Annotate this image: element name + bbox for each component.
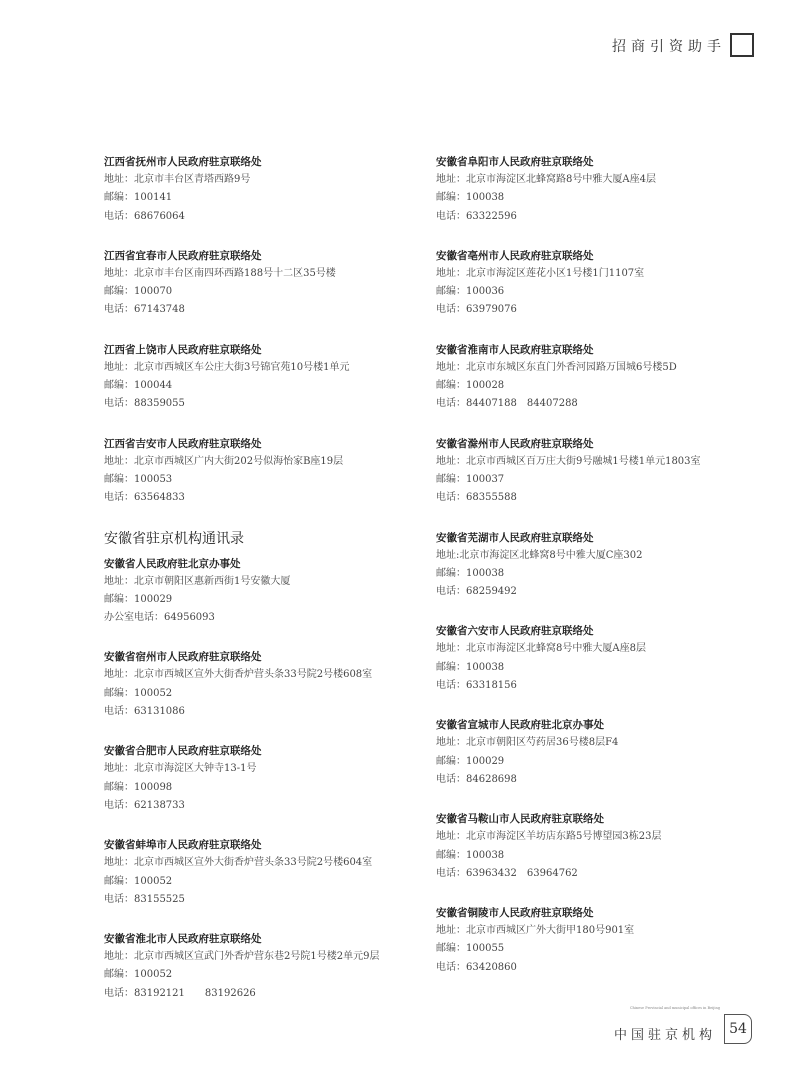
office-address: 地址：北京市海淀区莲花小区1号楼1门1107室	[436, 267, 645, 279]
jiangxi-entries	[104, 153, 434, 508]
left-column	[104, 153, 434, 1024]
office-address: 地址：北京市海淀区大钟寺13-1号	[104, 763, 257, 775]
office-name: 安徽省六安市人民政府驻京联络处	[436, 625, 594, 638]
office-phone: 电话：63963432 63964762	[436, 867, 578, 879]
office-phone: 办公室电话：64956093	[104, 612, 215, 624]
office-name: 安徽省宣城市人民政府驻北京办事处	[436, 719, 604, 732]
office-address: 地址:北京市海淀区北蜂窝8号中雅大厦C座302	[436, 549, 643, 561]
office-address: 地址：北京市海淀区北蜂窝8号中雅大厦A座8层	[436, 643, 646, 655]
office-postcode: 邮编：100052	[104, 875, 173, 887]
office-postcode: 邮编：100028	[436, 380, 505, 392]
office-name: 安徽省合肥市人民政府驻京联络处	[104, 745, 262, 758]
anhui-entries-right	[436, 153, 766, 977]
office-phone: 电话：67143748	[104, 304, 185, 316]
office-postcode: 邮编：100053	[104, 473, 173, 485]
office-address: 地址：北京市西城区宣外大街香炉营头条33号院2号楼604室	[104, 857, 373, 869]
anhui-entries-left	[104, 555, 434, 1003]
office-entry	[104, 742, 434, 815]
office-entry	[104, 341, 434, 414]
office-postcode: 邮编：100055	[436, 943, 505, 955]
office-entry	[436, 904, 766, 977]
office-address: 地址：北京市西城区车公庄大街3号锦官苑10号楼1单元	[104, 361, 350, 373]
office-name: 安徽省淮北市人民政府驻京联络处	[104, 933, 262, 946]
office-phone: 电话：68355588	[436, 492, 517, 504]
office-name: 安徽省阜阳市人民政府驻京联络处	[436, 156, 594, 168]
office-entry	[436, 435, 766, 508]
office-address: 地址：北京市丰台区青塔西路9号	[104, 174, 251, 185]
office-postcode: 邮编：100052	[104, 687, 173, 699]
header-square-icon	[730, 33, 754, 57]
office-entry	[436, 247, 766, 320]
office-entry	[436, 341, 766, 414]
office-postcode: 邮编：100098	[104, 781, 173, 793]
office-phone: 电话：63564833	[104, 492, 185, 504]
office-phone: 电话：88359055	[104, 398, 185, 410]
office-name: 安徽省人民政府驻北京办事处	[104, 557, 241, 570]
office-address: 地址：北京市朝阳区惠新西街1号安徽大厦	[104, 575, 291, 587]
office-name: 安徽省蚌埠市人民政府驻京联络处	[104, 839, 262, 852]
office-entry	[104, 247, 434, 320]
office-entry	[436, 622, 766, 695]
footer-english-subtitle: Chinese Provincial and municipal offices in Beijing	[629, 1006, 720, 1010]
office-name: 安徽省宿州市人民政府驻京联络处	[104, 651, 262, 664]
office-postcode: 邮编：100044	[104, 380, 173, 392]
office-phone: 电话：63979076	[436, 304, 517, 316]
office-phone: 电话：84407188 84407288	[436, 398, 578, 410]
office-postcode: 邮编：100029	[436, 755, 505, 767]
office-phone: 电话：83192121 83192626	[104, 987, 256, 999]
office-phone: 电话：63318156	[436, 680, 517, 692]
office-postcode: 邮编：100038	[436, 661, 505, 673]
office-entry	[104, 555, 434, 628]
office-address: 地址：北京市西城区广内大街202号似海怡家B座19层	[104, 455, 344, 467]
office-name: 安徽省滁州市人民政府驻京联络处	[436, 437, 594, 450]
office-name: 安徽省淮南市人民政府驻京联络处	[436, 343, 594, 356]
office-entry	[436, 529, 766, 602]
office-entry	[104, 930, 434, 1003]
office-name: 安徽省铜陵市人民政府驻京联络处	[436, 907, 594, 920]
office-address: 地址：北京市西城区广外大街甲180号901室	[436, 925, 635, 937]
office-postcode: 邮编：100070	[104, 286, 173, 298]
office-entry	[104, 153, 434, 226]
office-address: 地址：北京市朝阳区芍药居36号楼8层F4	[436, 737, 619, 749]
office-entry	[436, 810, 766, 883]
office-phone: 电话：62138733	[104, 799, 185, 811]
office-entry	[104, 648, 434, 721]
office-phone: 电话：68676064	[104, 210, 185, 222]
office-postcode: 邮编：100038	[436, 192, 505, 204]
footer-title: 中国驻京机构	[614, 1028, 717, 1043]
office-phone: 电话：68259492	[436, 586, 517, 598]
page-number: 54	[724, 1014, 752, 1044]
right-column	[436, 153, 766, 998]
office-name: 江西省上饶市人民政府驻京联络处	[104, 343, 262, 356]
office-name: 江西省宜春市人民政府驻京联络处	[104, 249, 262, 262]
office-address: 地址：北京市西城区宣外大街香炉营头条33号院2号楼608室	[104, 669, 373, 681]
office-address: 地址：北京市海淀区羊坊店东路5号博望园3栋23层	[436, 831, 662, 843]
office-name: 江西省吉安市人民政府驻京联络处	[104, 437, 262, 450]
office-address: 地址：北京市东城区东直门外香河园路万国城6号楼5D	[436, 361, 677, 373]
office-postcode: 邮编：100038	[436, 567, 505, 579]
office-name: 安徽省芜湖市人民政府驻京联络处	[436, 531, 594, 544]
office-address: 地址：北京市西城区百万庄大街9号融城1号楼1单元1803室	[436, 455, 701, 467]
office-name: 安徽省马鞍山市人民政府驻京联络处	[436, 813, 604, 826]
office-phone: 电话：84628698	[436, 773, 517, 785]
office-postcode: 邮编：100038	[436, 849, 505, 861]
office-phone: 电话：63322596	[436, 210, 517, 222]
header-title: 招商引资助手	[612, 39, 726, 55]
office-entry	[436, 153, 766, 226]
office-entry	[104, 435, 434, 508]
office-postcode: 邮编：100141	[104, 192, 173, 204]
office-entry	[104, 836, 434, 909]
office-phone: 电话：83155525	[104, 893, 185, 905]
office-phone: 电话：63131086	[104, 706, 185, 718]
section-title: 安徽省驻京机构通讯录	[104, 530, 244, 547]
office-postcode: 邮编：100029	[104, 593, 173, 605]
office-phone: 电话：63420860	[436, 961, 517, 973]
office-postcode: 邮编：100052	[104, 969, 173, 981]
office-entry	[436, 716, 766, 789]
office-address: 地址：北京市丰台区南四环西路188号十二区35号楼	[104, 267, 336, 279]
office-postcode: 邮编：100037	[436, 473, 505, 485]
office-postcode: 邮编：100036	[436, 286, 505, 298]
office-name: 江西省抚州市人民政府驻京联络处	[104, 156, 262, 168]
office-name: 安徽省亳州市人民政府驻京联络处	[436, 249, 594, 262]
office-address: 地址：北京市西城区宣武门外香炉营东巷2号院1号楼2单元9层	[104, 951, 380, 963]
office-address: 地址：北京市海淀区北蜂窝路8号中雅大厦A座4层	[436, 174, 656, 185]
